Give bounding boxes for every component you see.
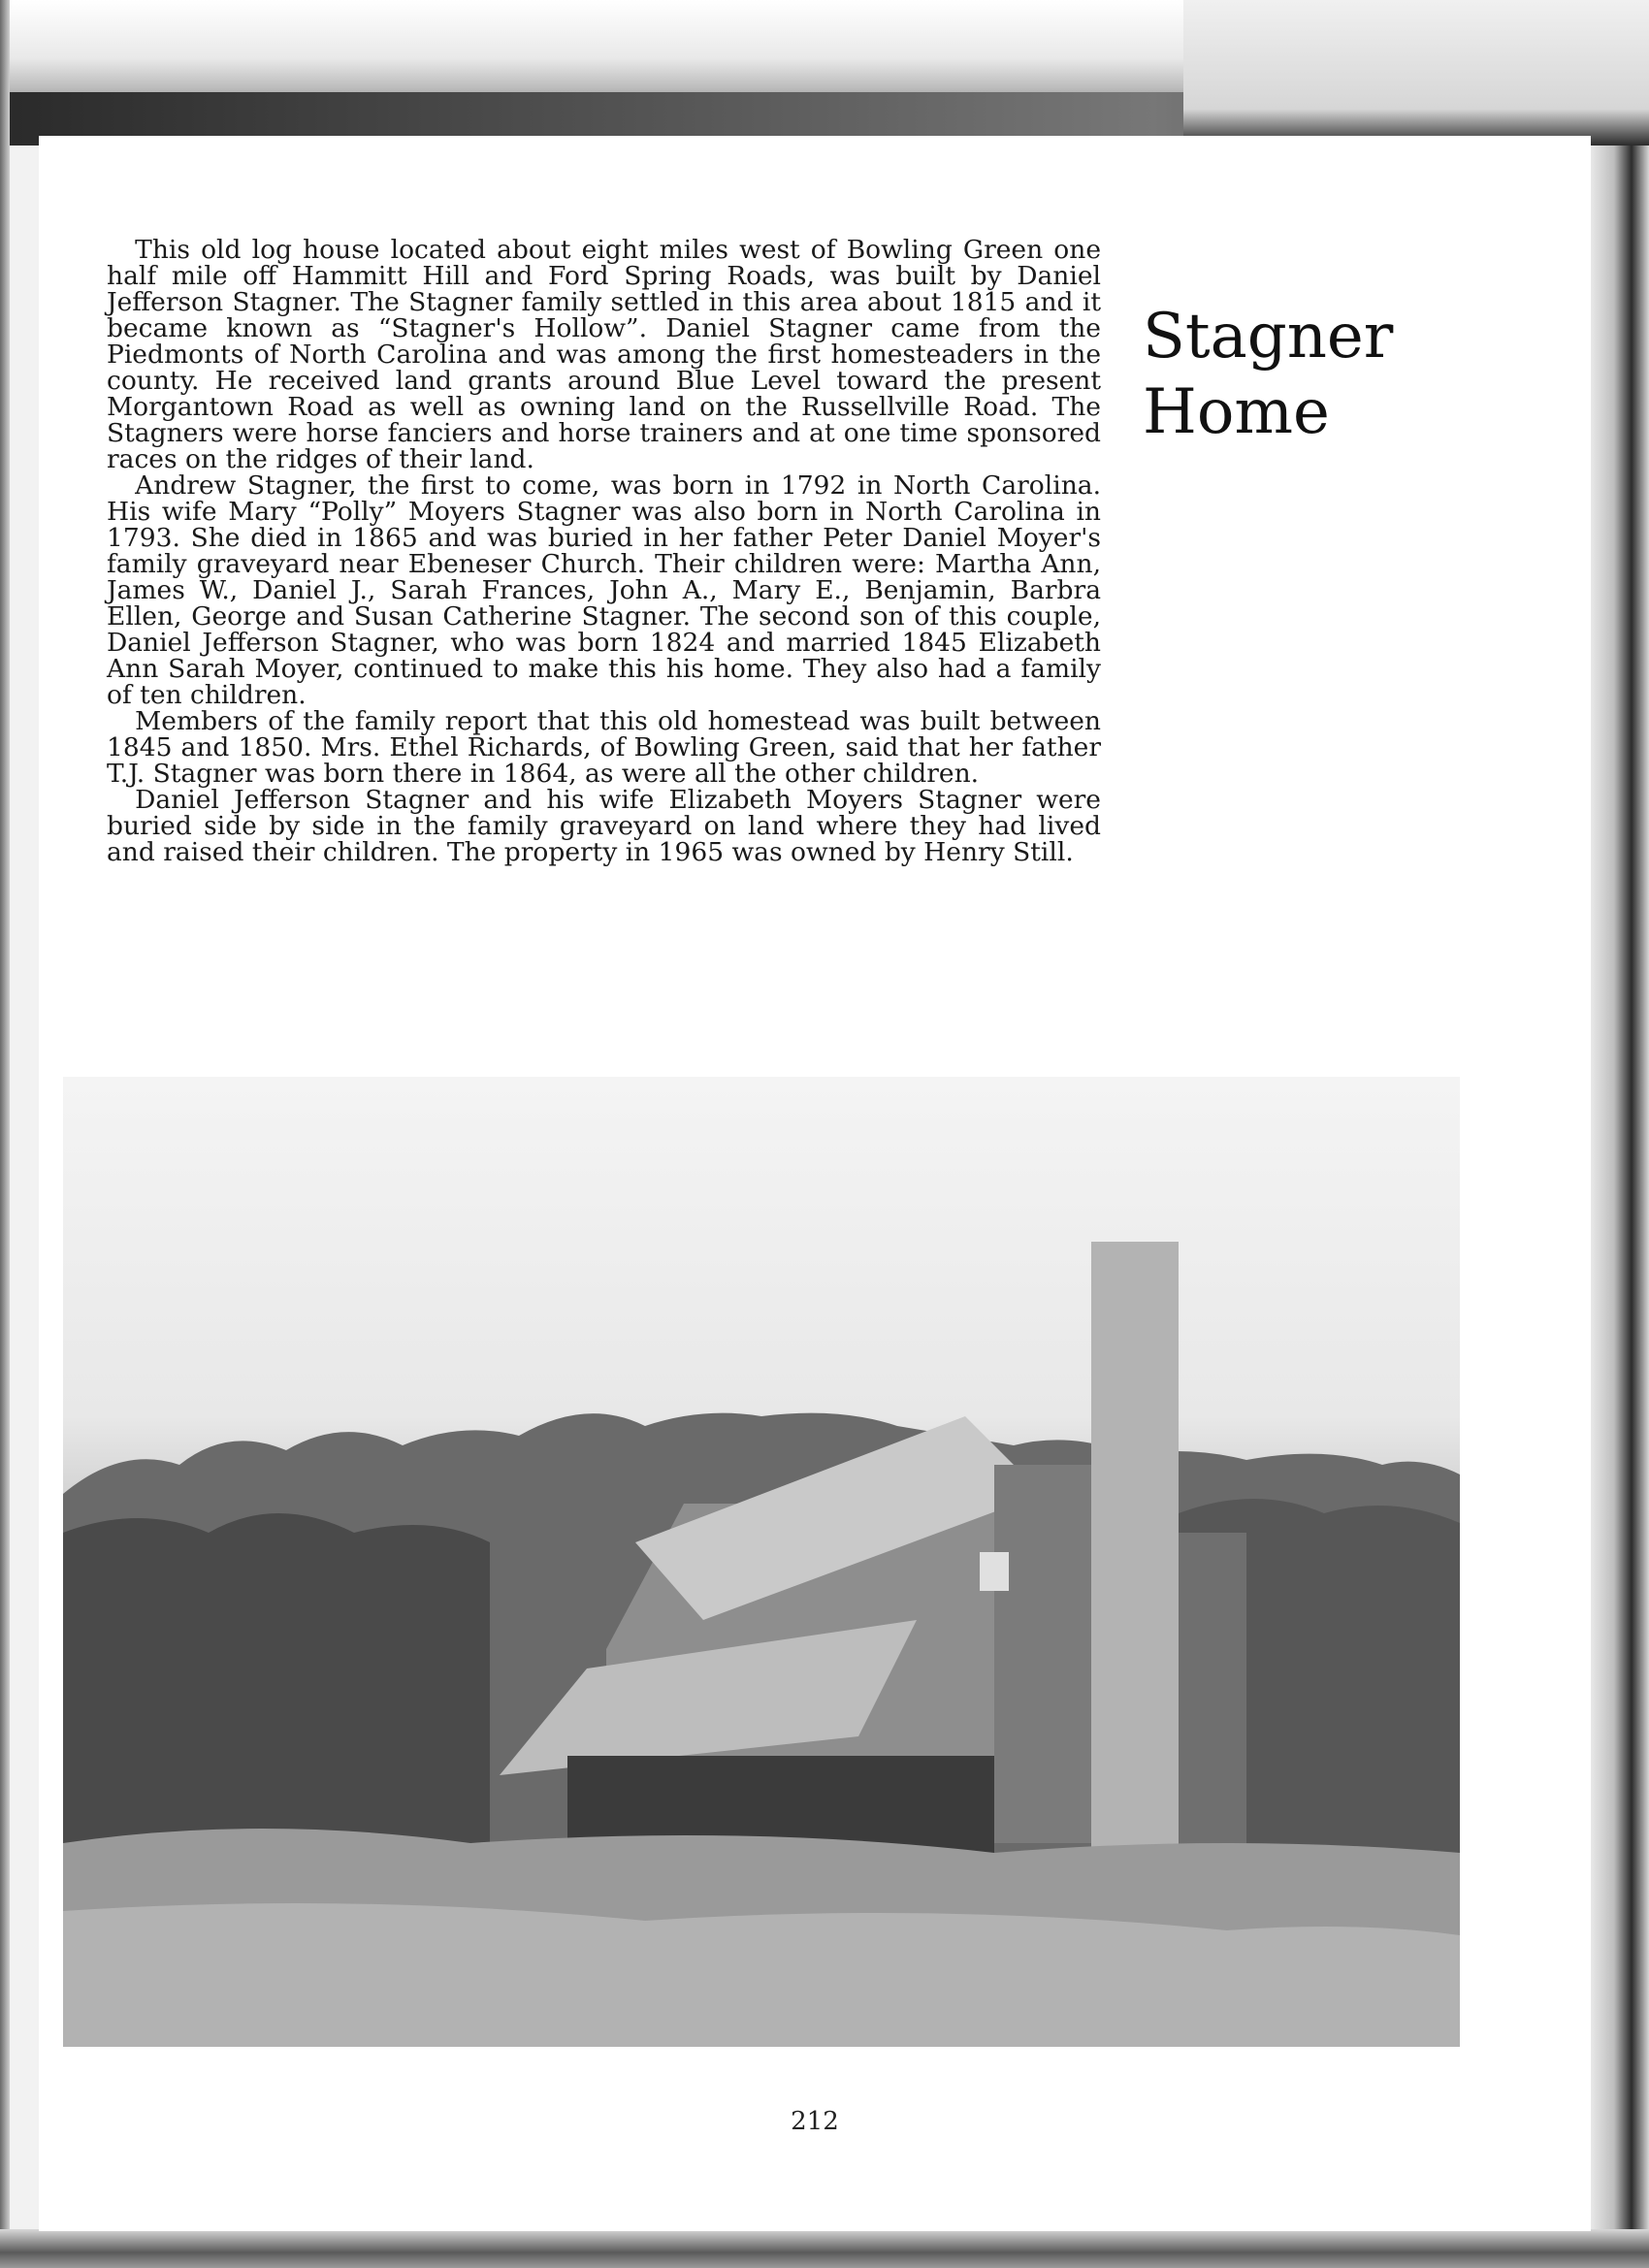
scan-right-edge (1591, 146, 1649, 2231)
scan-bottom-edge (0, 2229, 1649, 2268)
article-paragraph-1: This old log house located about eight miles west of Bowling Green one half mile off Hammitt Hill and Ford Spring Roads, was built by Daniel Jefferson Stagner. The Stagner family settled in this area about 1815 and it became known as “Stagner's Hollow”. Daniel Stagner came from the Piedmonts of North Carolina and was among the first homesteaders in the county. He received land grants around Blue Level toward the present Morgantown Road as well as owning land on the Russellville Road. The Stagners were horse fanciers and horse trainers and at one time sponsored races on the ridges of their land. (107, 235, 1101, 474)
article-paragraph-2: Andrew Stagner, the first to come, was born in 1792 in North Carolina. His wife Mary “Polly” Moyers Stagner was also born in North Carolina in 1793. She died in 1865 and was buried in her father Peter Daniel Moyer's family graveyard near Ebeneser Church. Their children were: Martha Ann, James W., Daniel J., Sarah Frances, John A., Mary E., Benjamin, Barbra Ellen, George and Susan Catherine Stagner. The second son of this couple, Daniel Jefferson Stagner, who was born 1824 and married 1845 Elizabeth Ann Sarah Moyer, continued to make this his home. They also had a family of ten children. (107, 470, 1101, 710)
page-title-line-1: Stagner (1143, 300, 1394, 373)
page-title-line-2: Home (1143, 375, 1330, 448)
book-page (39, 136, 1591, 2231)
page-title (1143, 299, 1393, 450)
article-paragraph-3: Members of the family report that this old homestead was built between 1845 and 1850. Mrs. Ethel Richards, of Bowling Green, said that her father T.J. Stagner was born there in 1864, as were all the other children. (107, 706, 1101, 789)
page-number: 212 (791, 2107, 839, 2136)
scan-left-edge (0, 0, 10, 2268)
scan-top-right-block (1183, 0, 1649, 146)
article-body (107, 237, 1101, 865)
log-house-photo (63, 1077, 1460, 2047)
log-house-illustration (63, 1077, 1460, 2047)
article-paragraph-4: Daniel Jefferson Stagner and his wife Elizabeth Moyers Stagner were buried side by side in the family graveyard on land where they had lived and raised their children. The property in 1965 was owned by Henry Still. (107, 785, 1101, 867)
